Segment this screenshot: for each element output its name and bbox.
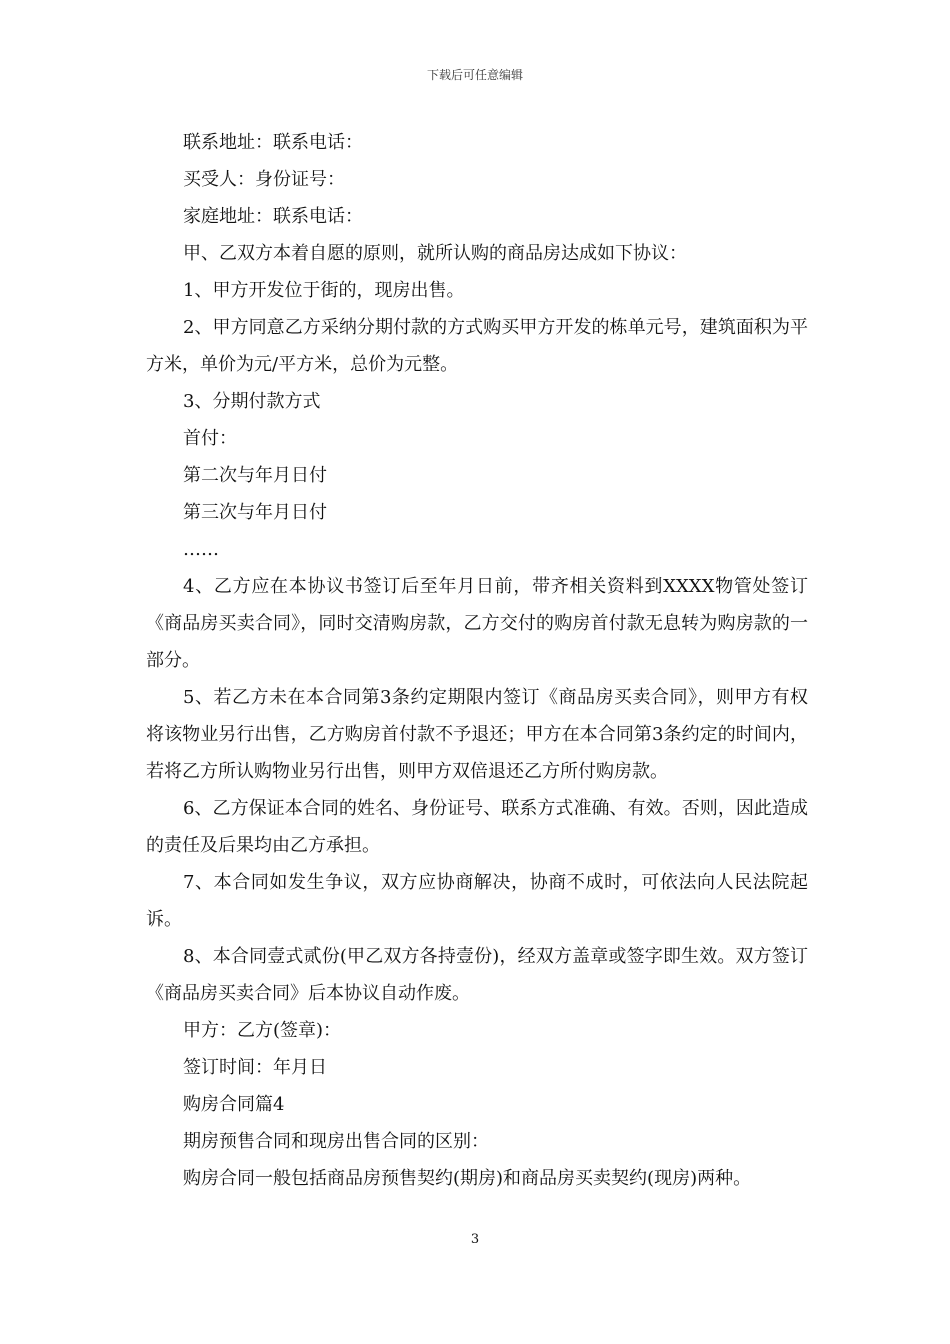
paragraph-contact-address: 联系地址：联系电话：	[183, 132, 363, 153]
paragraph-home-address: 家庭地址：联系电话：	[183, 206, 363, 227]
section-subtitle: 期房预售合同和现房出售合同的区别：	[183, 1131, 489, 1152]
page-header: 下载后可任意编辑	[426, 68, 523, 82]
section-title: 购房合同篇4	[183, 1094, 285, 1115]
clause-2: 2、甲方同意乙方采纳分期付款的方式购买甲方开发的栋单元号，建筑面积为平方米，单价为元/平方米，总价为元整。	[146, 317, 808, 375]
paragraph-buyer: 买受人：身份证号：	[183, 169, 345, 190]
signing-date: 签订时间：年月日	[183, 1057, 327, 1078]
payment-ellipsis: ……	[183, 539, 219, 560]
document-body	[146, 124, 808, 1197]
payment-first: 首付：	[183, 428, 237, 449]
section-paragraph: 购房合同一般包括商品房预售契约(期房)和商品房买卖契约(现房)两种。	[183, 1168, 752, 1189]
page-number: 3	[470, 1232, 480, 1247]
signature-parties: 甲方：乙方(签章)：	[183, 1020, 342, 1041]
clause-7: 7、本合同如发生争议，双方应协商解决，协商不成时，可依法向人民法院起诉。	[146, 872, 808, 930]
clause-4: 4、乙方应在本协议书签订后至年月日前，带齐相关资料到XXXX物管处签订《商品房买卖合同》，同时交清购房款，乙方交付的购房首付款无息转为购房款的一部分。	[146, 576, 808, 671]
clause-5: 5、若乙方未在本合同第3条约定期限内签订《商品房买卖合同》，则甲方有权将该物业另行出售，乙方购房首付款不予退还；甲方在本合同第3条约定的时间内，若将乙方所认购物业另行出售，则甲方双倍退还乙方所付购房款。	[146, 687, 808, 782]
paragraph-agreement-intro: 甲、乙双方本着自愿的原则，就所认购的商品房达成如下协议：	[183, 243, 687, 264]
payment-second: 第二次与年月日付	[183, 465, 327, 486]
payment-third: 第三次与年月日付	[183, 502, 327, 523]
clause-1: 1、甲方开发位于街的，现房出售。	[183, 280, 465, 301]
clause-6: 6、乙方保证本合同的姓名、身份证号、联系方式准确、有效。否则，因此造成的责任及后果均由乙方承担。	[146, 798, 808, 856]
clause-8: 8、本合同壹式贰份(甲乙双方各持壹份)，经双方盖章或签字即生效。双方签订《商品房买卖合同》后本协议自动作废。	[146, 946, 808, 1004]
clause-3: 3、分期付款方式	[183, 391, 321, 412]
